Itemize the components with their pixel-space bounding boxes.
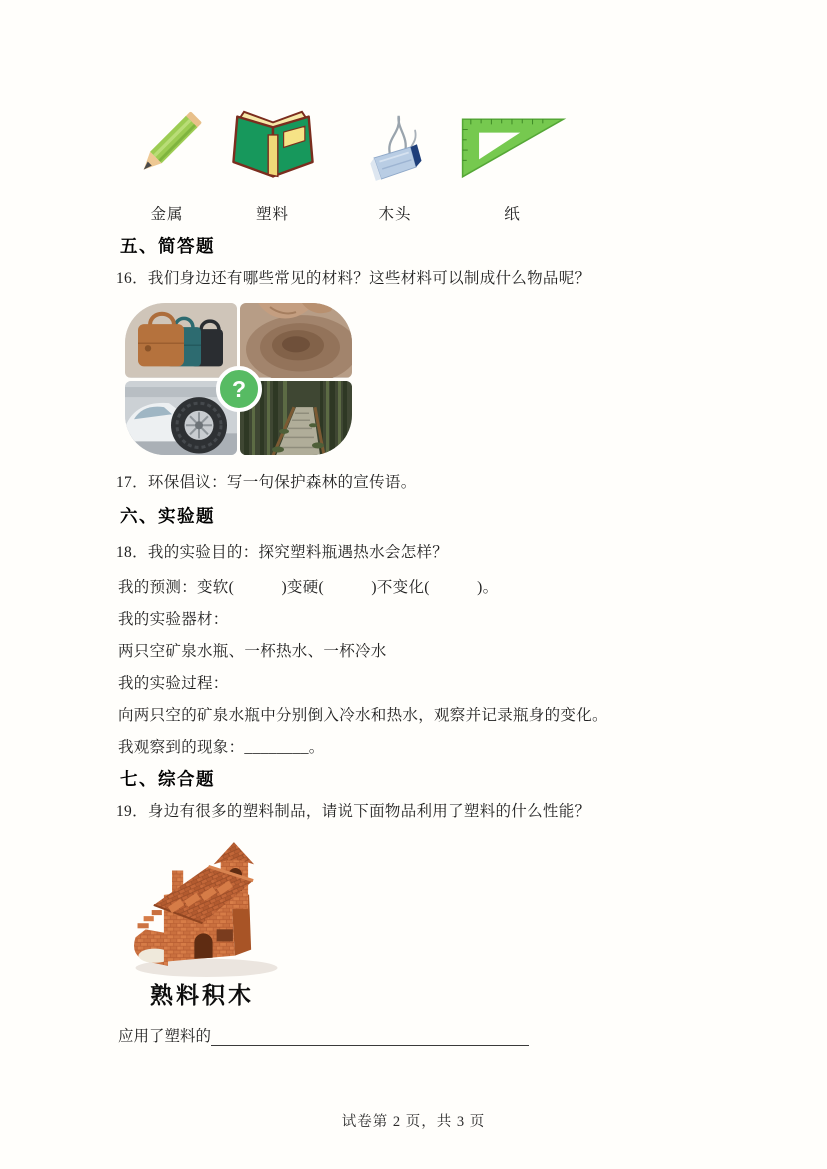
material-label: 纸 bbox=[504, 206, 521, 223]
handbags-photo bbox=[125, 303, 237, 378]
section-six-title: 六、实验题 bbox=[120, 506, 215, 526]
question-18-line: 两只空矿泉水瓶、一杯热水、一杯冷水 bbox=[118, 643, 387, 660]
pencil-icon bbox=[124, 92, 210, 202]
question-16-text: 16．我们身边还有哪些常见的材料？这些材料可以制成什么物品呢？ bbox=[116, 270, 591, 287]
brick-toy-house-photo bbox=[126, 836, 286, 978]
question-18-line: 向两只空的矿泉水瓶中分别倒入冷水和热水，观察并记录瓶身的变化。 bbox=[118, 707, 608, 724]
material-item-paper bbox=[450, 92, 575, 224]
material-label: 金属 bbox=[150, 206, 184, 223]
material-item-plastic bbox=[215, 92, 330, 224]
material-item-wood bbox=[340, 92, 450, 224]
question-19-answer-row bbox=[118, 1024, 529, 1046]
question-mark-badge: ? bbox=[216, 366, 262, 412]
question-18-line: 我的实验器材： bbox=[118, 611, 229, 628]
material-item-metal bbox=[112, 92, 222, 224]
book-icon bbox=[223, 92, 323, 202]
question-18-line: 18．我的实验目的：探究塑料瓶遇热水会怎样？ bbox=[116, 544, 449, 561]
pottery-photo bbox=[240, 303, 352, 378]
question-18-line: 我观察到的现象：________。 bbox=[118, 739, 325, 756]
answer-prefix: 应用了塑料的 bbox=[118, 1028, 212, 1045]
section-seven-title: 七、综合题 bbox=[120, 769, 215, 789]
question-16-photo-collage bbox=[125, 303, 352, 455]
triangle-ruler-icon bbox=[455, 92, 571, 202]
question-19-text: 19．身边有很多的塑料制品，请说下面物品利用了塑料的什么性能？ bbox=[116, 803, 591, 820]
question-18-line: 我的实验过程： bbox=[118, 675, 229, 692]
material-label: 塑料 bbox=[255, 206, 289, 223]
material-label: 木头 bbox=[378, 206, 412, 223]
binder-clip-icon bbox=[363, 92, 427, 202]
question-17-text: 17．环保倡议：写一句保护森林的宣传语。 bbox=[116, 474, 417, 491]
question-18-line: 我的预测：变软( )变硬( )不变化( )。 bbox=[118, 579, 499, 596]
page-footer: 试卷第 2 页，共 3 页 bbox=[341, 1114, 486, 1130]
toy-caption: 熟料积木 bbox=[150, 983, 254, 1008]
section-five-title: 五、简答题 bbox=[120, 236, 215, 256]
answer-blank-line bbox=[211, 1029, 529, 1046]
